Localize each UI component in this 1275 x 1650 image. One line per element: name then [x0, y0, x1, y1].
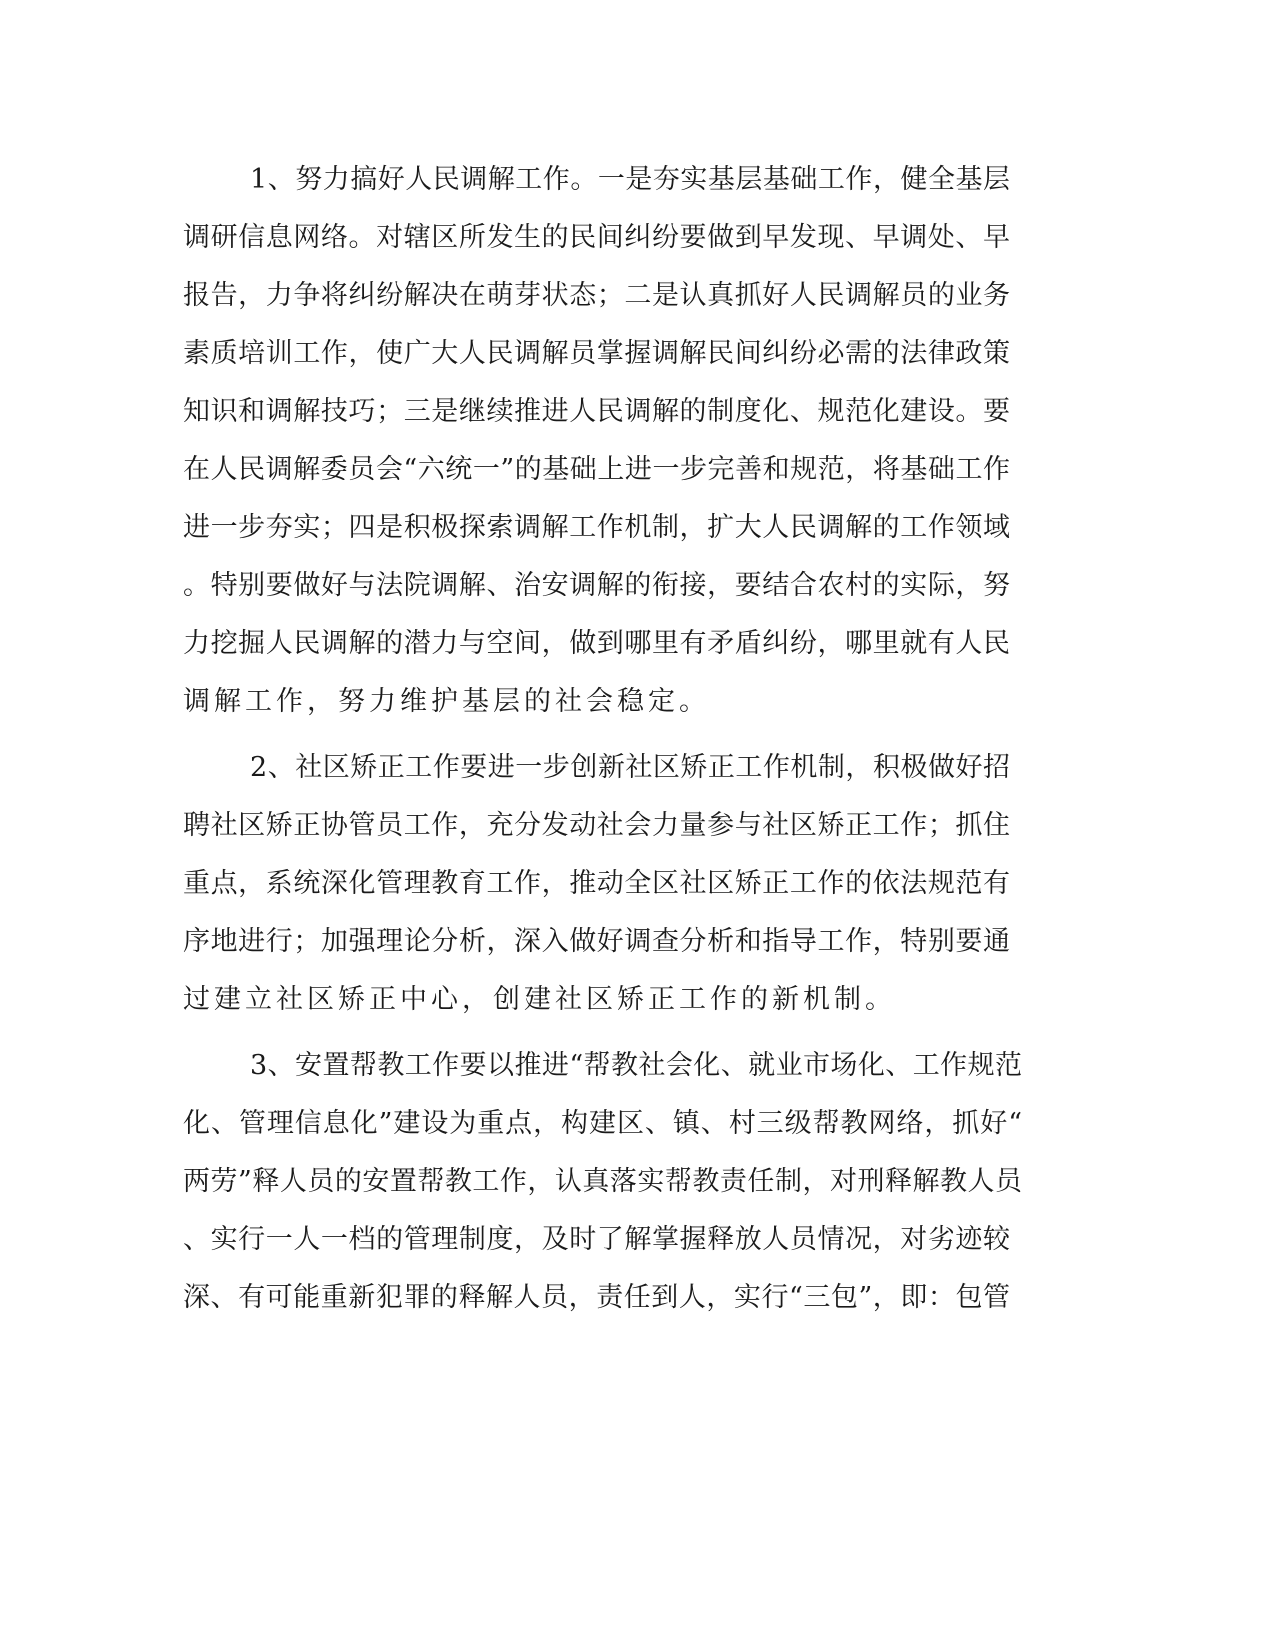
paragraph-1-line-8: 。特别要做好与法院调解、治安调解的衔接，要结合农村的实际，努 [183, 570, 1010, 601]
paragraph-1-line-10: 调解工作，努力维护基层的社会稳定。 [183, 686, 710, 717]
paragraph-3-line-5: 深、有可能重新犯罪的释解人员，责任到人，实行“三包”，即：包管 [183, 1282, 1010, 1313]
paragraph-1-line-2: 调研信息网络。对辖区所发生的民间纠纷要做到早发现、早调处、早 [183, 222, 1010, 253]
paragraph-3-line-1: 3、安置帮教工作要以推进“帮教社会化、就业市场化、工作规范 [250, 1050, 1022, 1081]
paragraph-1-line-9: 力挖掘人民调解的潜力与空间，做到哪里有矛盾纠纷，哪里就有人民 [183, 628, 1010, 659]
paragraph-1-line-6: 在人民调解委员会“六统一”的基础上进一步完善和规范，将基础工作 [183, 454, 1010, 485]
paragraph-2-line-5: 过建立社区矫正中心，创建社区矫正工作的新机制。 [183, 984, 896, 1015]
paragraph-2-line-2: 聘社区矫正协管员工作，充分发动社会力量参与社区矫正工作；抓住 [183, 810, 1010, 841]
paragraph-1-line-1: 1、努力搞好人民调解工作。一是夯实基层基础工作，健全基层 [250, 164, 1010, 195]
paragraph-1-line-4: 素质培训工作，使广大人民调解员掌握调解民间纠纷必需的法律政策 [183, 338, 1010, 369]
paragraph-3-line-4: 、实行一人一档的管理制度，及时了解掌握释放人员情况，对劣迹较 [183, 1224, 1010, 1255]
paragraph-1-line-7: 进一步夯实；四是积极探索调解工作机制，扩大人民调解的工作领域 [183, 512, 1010, 543]
paragraph-3-line-3: 两劳”释人员的安置帮教工作，认真落实帮教责任制，对刑释解教人员 [183, 1166, 1022, 1197]
paragraph-2-line-3: 重点，系统深化管理教育工作，推动全区社区矫正工作的依法规范有 [183, 868, 1010, 899]
paragraph-2-line-1: 2、社区矫正工作要进一步创新社区矫正工作机制，积极做好招 [250, 752, 1010, 783]
paragraph-2-line-4: 序地进行；加强理论分析，深入做好调查分析和指导工作，特别要通 [183, 926, 1010, 957]
paragraph-1-line-5: 知识和调解技巧；三是继续推进人民调解的制度化、规范化建设。要 [183, 396, 1010, 427]
paragraph-1-line-3: 报告，力争将纠纷解决在萌芽状态；二是认真抓好人民调解员的业务 [183, 280, 1010, 311]
paragraph-3-line-2: 化、管理信息化”建设为重点，构建区、镇、村三级帮教网络，抓好“ [183, 1108, 1022, 1139]
